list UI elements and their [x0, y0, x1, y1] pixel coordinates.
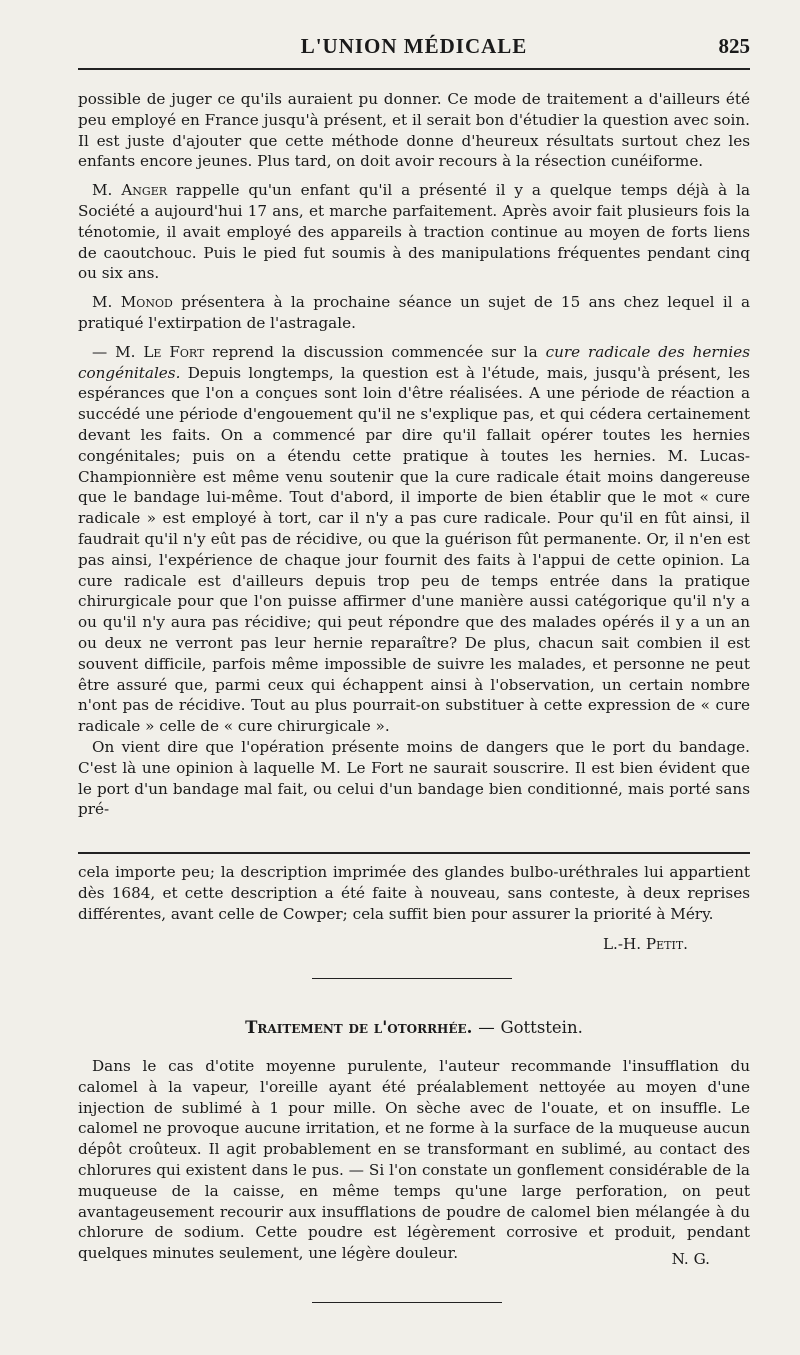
- topic-title: cure radicale des hernies congénitales.: [78, 342, 751, 382]
- feuilleton-text: [78, 862, 750, 924]
- speaker-name: M. Anger: [92, 181, 168, 200]
- speaker-name: M. Monod: [92, 293, 173, 312]
- page-number: 825: [718, 34, 750, 58]
- journal-title: L'UNION MÉDICALE: [300, 34, 528, 58]
- bottom-rule: [312, 1302, 502, 1303]
- paragraph-otorrhea: Dans le cas d'otite moyenne purulente, l'auteur recommande l'insufflation du calomel à la vapeur, l'oreille ayant été préalablement nettoyée au moyen d'une injection de sublimé à 1 pour mille. On sèche avec de l'ouate, et on insuffle. Le calomel ne provoque aucune irritation, et ne forme à la surface de la muqueuse aucun dépôt croûteux. Il agit probablement en se transformant en sublimé, au contact des chlorures qui existent dans le pus. — Si l'on constate un gonflement considérable de la muqueuse de la caisse, en même temps qu'une large perforation, on peut avantageusement recourir aux insufflations de poudre de calomel bien mélangée à du chlorure de sodium. Cette poudre est légèrement corrosive et produit, pendant quelques minutes seulement, une légère douleur.: [78, 1057, 750, 1263]
- paragraph-priority: cela importe peu; la description imprimée des glandes bulbo-uréthrales lui appartient dès 1684, et cette description a été faite à nouveau, sans conteste, à deux reprises différentes, avant celle de Cowper; cela suffit bien pour assurer la priorité à Méry.: [78, 863, 750, 923]
- otorrhea-text: [78, 1056, 750, 1264]
- paragraph-monod: M. Monod présentera à la prochaine séance un sujet de 15 ans chez lequel il a pratiqué l'extirpation de l'astragale.: [78, 293, 750, 332]
- signature: L.-H. Petit.: [602, 935, 688, 953]
- header-rule: [78, 68, 750, 70]
- paragraph-bandage: On vient dire que l'opération présente moins de dangers que le port du bandage. C'est là une opinion à laquelle M. Le Fort ne saurait souscrire. Il est bien évident que le port d'un bandage mal fait, ou celui d'un bandage bien conditionné, mais porté sans pré-: [78, 737, 750, 819]
- paragraph-le-fort: — M. Le Fort reprend la discussion commencée sur la cure radicale des hernies congénitales. Depuis longtemps, la question est à l'étude, mais, jusqu'à présent, les espérances que l'on a conçues sont loin d'être réalisées. A une période de réaction a succédé une période d'engouement qu'il ne s'explique pas, et qui cédera certainement devant les faits. On a commencé par dire qu'il fallait opérer toutes les hernies congénitales; puis on a étendu cette pratique à toutes les hernies. M. Lucas-Championnière est même venu soutenir que la cure radicale était moins dangereuse que le bandage lui-même. Tout d'abord, il importe de bien établir que le mot « cure radicale » est employé à tort, car il n'y a pas cure radicale. Pour qu'il en fût ainsi, il faudrait qu'il n'y eût pas de récidive, ou que la guérison fût permanente. Or, il n'en est pas ainsi, l'expérience de chaque jour fournit des faits à l'appui de cette opinion. La cure radicale est d'ailleurs depuis trop peu de temps entrée dans la pratique chirurgicale pour que l'on puisse affirmer d'une manière aussi catégorique qu'il n'y a ou qu'il n'y aura pas récidive; qui peut répondre que des malades opérés il y a un an ou deux ne verront pas leur hernie reparaître? De plus, chacun sait combien il est souvent difficile, parfois même impossible de suivre les malades, et personne ne peut être assuré que, parmi ceux qui échappent ainsi à l'observation, un certain nombre n'ont pas de récidive. Tout au plus pourrait-on substituer à cette expression de « cure radicale » celle de « cure chirurgicale ».: [78, 342, 751, 736]
- column-separator-rule: [78, 852, 750, 854]
- speaker-name: M. Le Fort: [115, 342, 205, 361]
- running-header: [78, 34, 750, 64]
- author-initials: N. G.: [671, 1250, 710, 1268]
- main-text-block: [78, 89, 750, 820]
- section-divider: [312, 978, 512, 979]
- paragraph-clubfoot-conclusion: possible de juger ce qu'ils auraient pu donner. Ce mode de traitement a d'ailleurs été peu employé en France jusqu'à présent, et il serait bon d'étudier la question avec soin. Il est juste d'ajouter que cette méthode donne d'heureux résultats surtout chez les enfants encore jeunes. Plus tard, on doit avoir recours à la résection cunéiforme.: [78, 90, 750, 171]
- section-heading: Traitement de l'otorrhée. — Gottstein.: [245, 1018, 583, 1037]
- paragraph-anger: M. Anger rappelle qu'un enfant qu'il a présenté il y a quelque temps déjà à la Société a aujourd'hui 17 ans, et marche parfaitement. Après avoir fait plusieurs fois la ténotomie, il avait employé des appareils à traction continue au moyen de forts liens de caoutchouc. Puis le pied fut soumis à des manipulations fréquentes pendant cinq ou six ans.: [78, 181, 751, 283]
